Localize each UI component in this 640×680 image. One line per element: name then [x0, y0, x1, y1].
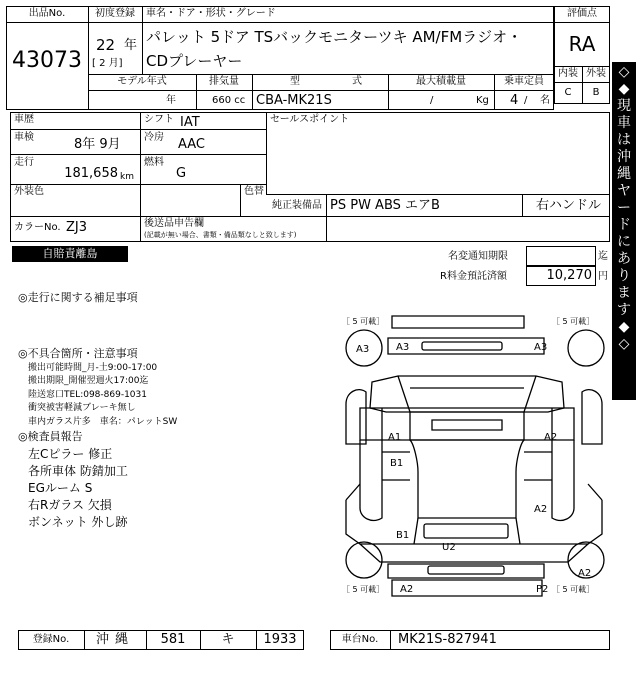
exterior-grade: B: [592, 87, 600, 98]
inspector-lines: [28, 446, 128, 531]
mileage: 181,658: [64, 166, 118, 181]
fuel-label: 燃料: [144, 157, 164, 168]
shift: IAT: [180, 115, 200, 130]
reg-year: 22: [96, 36, 116, 54]
rear-bumper: [392, 580, 542, 596]
color-no-label: カラーNo.: [14, 222, 61, 233]
capacity: 4: [510, 93, 519, 108]
mark-right-front-door: A2: [544, 432, 558, 443]
ac: AAC: [178, 137, 205, 152]
name-change-label: 名変通知期限: [448, 251, 508, 262]
ext-color-label: 外装色: [14, 186, 44, 197]
mark-left-front-door2: B1: [390, 458, 404, 469]
reg-kana: キ: [221, 632, 235, 647]
max-load-unit: Kg: [476, 95, 489, 106]
max-load-slash: /: [430, 95, 434, 106]
inspector-line: EGルーム S: [28, 481, 93, 495]
name-change-box: [526, 246, 596, 266]
mark-left-front-door: A1: [388, 432, 402, 443]
location-notice: ◇ ◆ 現 車 は 沖 縄 ヤ ー ド に あ り ま す ◆ ◇: [612, 62, 636, 400]
mileage-unit: km: [120, 172, 134, 182]
capacity-label: 乗車定員: [504, 76, 544, 87]
type-label-2: 式: [352, 76, 362, 87]
front-bumper: [392, 316, 524, 328]
grade-score: RA: [568, 32, 596, 56]
exterior-label: 外装: [586, 68, 606, 79]
reg-month: [ 2 月]: [92, 58, 123, 69]
fuel: G: [176, 166, 187, 181]
inspector-line: 右Rガラス 欠損: [28, 498, 112, 512]
reg-no-label: 登録No.: [32, 634, 70, 645]
car-damage-diagram: [338, 312, 610, 628]
mark-rear-bumper-left: A2: [400, 584, 414, 595]
tag-top-left: ［ 5 可載］: [342, 317, 385, 326]
mileage-label: 走行: [14, 157, 34, 168]
ac-label: 冷房: [144, 132, 164, 143]
mark-front-bumper-left: A3: [396, 342, 410, 353]
shift-label: シフト: [144, 114, 174, 125]
displacement-label: 排気量: [209, 76, 239, 87]
equip-label: 純正装備品: [272, 200, 322, 211]
warranty-label: 後送品申告欄: [144, 218, 204, 229]
inspection-label: 車検: [14, 132, 34, 143]
reg-number: 1933: [263, 632, 297, 647]
sales-point-label: セールスポイント: [270, 114, 350, 125]
reg-region: 沖縄: [95, 632, 134, 647]
interior-label: 内装: [558, 68, 578, 79]
max-load-label: 最大積載量: [416, 76, 466, 87]
displacement: 660 cc: [212, 95, 246, 106]
defect-lines: [28, 362, 177, 429]
model-year-unit: 年: [166, 95, 176, 106]
mark-front-bumper-right: A3: [534, 342, 548, 353]
defect-line: 陸送窓口TEL:098-869-1031: [28, 389, 147, 400]
tag-bottom-right: ［ 5 可載］: [552, 585, 595, 594]
interior-grade: C: [564, 87, 572, 98]
inspector-title: ◎検査員報告: [18, 430, 83, 443]
defect-notes-title: ◎不具合箇所・注意事項: [18, 347, 138, 360]
defect-line: 衝突被害軽減ブレーキ無し: [28, 403, 136, 414]
mark-left-rear: B1: [396, 530, 410, 541]
inspector-line: 左Cピラー 修正: [28, 447, 113, 461]
mark-right-rear: A2: [534, 504, 548, 515]
capacity-unit: 名: [540, 95, 550, 106]
model-year-label: モデル年式: [117, 76, 167, 87]
defect-line: 車内ガラス片多 車名：パレットSW: [28, 416, 178, 427]
inspector-line: ボンネット 外し跡: [28, 515, 128, 529]
tag-bottom-left: ［ 5 可載］: [342, 585, 385, 594]
grade-label: 評価点: [567, 8, 597, 19]
car-name-line2: CDプレーヤー: [146, 52, 243, 70]
car-name-line1: パレット 5ドア TSバックモニターツキ AM/FMラジオ・: [146, 28, 523, 46]
inspector-line: 各所車体 防錆加工: [28, 464, 128, 478]
lot-label: 出品No.: [28, 8, 66, 19]
warranty-note: (記載が無い場合、書類・備品類なしと致します): [144, 231, 297, 239]
recycle-amount: 10,270: [546, 268, 592, 283]
insurance-badge: 自賠責離島: [12, 246, 128, 262]
mark-rear-circle: A2: [578, 568, 592, 579]
name-change-unit: 迄: [598, 251, 608, 262]
steering: 右ハンドル: [536, 198, 602, 213]
reg-year-unit: 年: [124, 38, 138, 53]
chassis-label: 車台No.: [341, 634, 379, 645]
equipment: PS PW ABS エアB: [330, 198, 440, 213]
type-label: 型: [290, 76, 300, 87]
defect-line: 搬出可能時間_月-土9:00-17:00: [28, 363, 158, 373]
recycle-label: R料金預託済額: [440, 271, 507, 282]
color-no: ZJ3: [66, 220, 88, 235]
tag-top-right: ［ 5 可載］: [552, 317, 595, 326]
driving-notes-title: ◎走行に関する補足事項: [18, 291, 138, 304]
repaint-label: 色替: [244, 186, 264, 197]
capacity-slash: /: [524, 95, 528, 106]
inspection: 8年 9月: [74, 137, 121, 152]
mark-rear-bumper-right: P2: [536, 584, 549, 595]
chassis-number: MK21S-827941: [398, 632, 497, 647]
mark-front-circle: A3: [356, 344, 370, 355]
model-type: CBA-MK21S: [256, 93, 332, 108]
mark-rear-center: U2: [442, 542, 456, 553]
defect-line: 搬出期限_開催翌週火17:00迄: [28, 376, 149, 387]
lot-number: 43073: [12, 48, 82, 73]
reg-class-no: 581: [160, 632, 186, 647]
reg-label: 初度登録: [95, 8, 135, 19]
recycle-unit: 円: [598, 271, 608, 282]
name-label: 車名・ドア・形状・グレード: [146, 8, 276, 19]
history-label: 車歴: [14, 114, 34, 125]
